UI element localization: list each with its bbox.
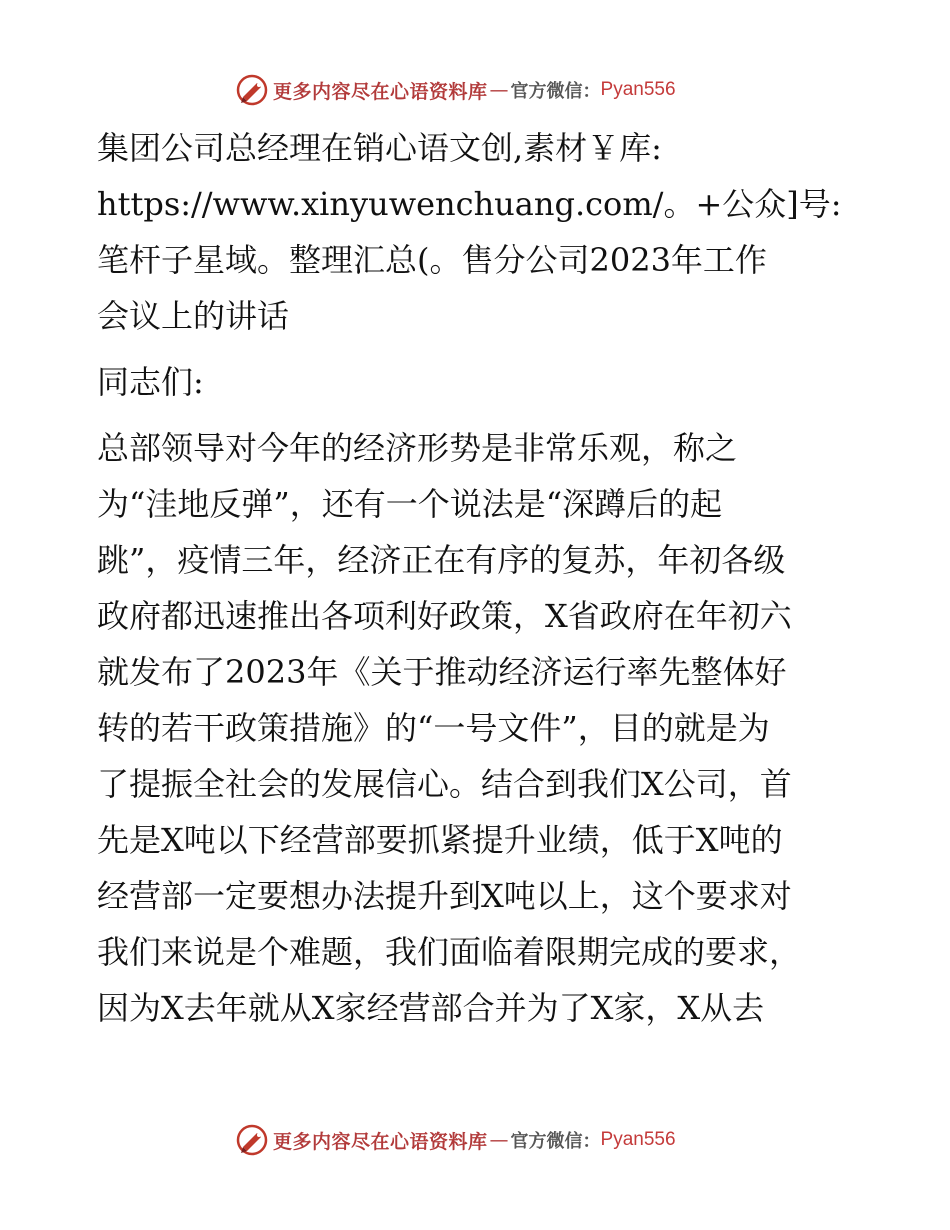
paragraph-line: 因为X去年就从X家经营部合并为了X家，X从去 (97, 989, 765, 1027)
banner-wechat-id: Pyan556 (600, 79, 676, 100)
paragraph-line: 我们来说是个难题，我们面临着限期完成的要求， (97, 933, 802, 971)
banner-wechat-label: 官方微信： (510, 81, 601, 102)
title-line: 集团公司总经理在销心语文创,素材￥库: (97, 129, 662, 167)
paragraph-line: 政府都迅速推出各项利好政策，X省政府在年初六 (97, 597, 792, 635)
title-line: https://www.xinyuwenchuang.com/。+公众]号: (97, 185, 842, 223)
banner-dash: — (489, 79, 509, 101)
paragraph-line: 先是X吨以下经营部要抓紧提升业绩，低于X吨的 (97, 821, 783, 859)
banner-wechat-label: 官方微信： (510, 1131, 601, 1152)
paragraph-line: 为“洼地反弹”，还有一个说法是“深蹲后的起 (97, 485, 723, 523)
paragraph-line: 经营部一定要想办法提升到X吨以上，这个要求对 (97, 877, 792, 915)
banner-text: 更多内容尽在心语资料库 (273, 1130, 488, 1153)
title-line: 会议上的讲话 (97, 297, 290, 335)
header-watermark-banner (235, 70, 676, 110)
paragraph-line: 转的若干政策措施》的“一号文件”，目的就是为 (97, 709, 770, 747)
paragraph-line: 了提振全社会的发展信心。结合到我们X公司，首 (97, 765, 792, 803)
banner-text: 更多内容尽在心语资料库 (273, 80, 488, 103)
banner-wechat-id: Pyan556 (600, 1129, 676, 1150)
paragraph-line: 跳”，疫情三年，经济正在有序的复苏，年初各级 (97, 541, 786, 579)
pen-logo-icon (235, 1123, 269, 1157)
title-line: 笔杆子星域。整理汇总(。售分公司2023年工作 (97, 241, 767, 279)
paragraph-line: 总部领导对今年的经济形势是非常乐观，称之 (97, 429, 738, 467)
banner-dash: — (489, 1129, 509, 1151)
document-body (97, 120, 857, 1036)
pen-logo-icon (235, 73, 269, 107)
paragraph-line: 就发布了2023年《关于推动经济运行率先整体好 (97, 653, 787, 691)
salutation: 同志们: (97, 363, 204, 401)
footer-watermark-banner (235, 1120, 676, 1160)
